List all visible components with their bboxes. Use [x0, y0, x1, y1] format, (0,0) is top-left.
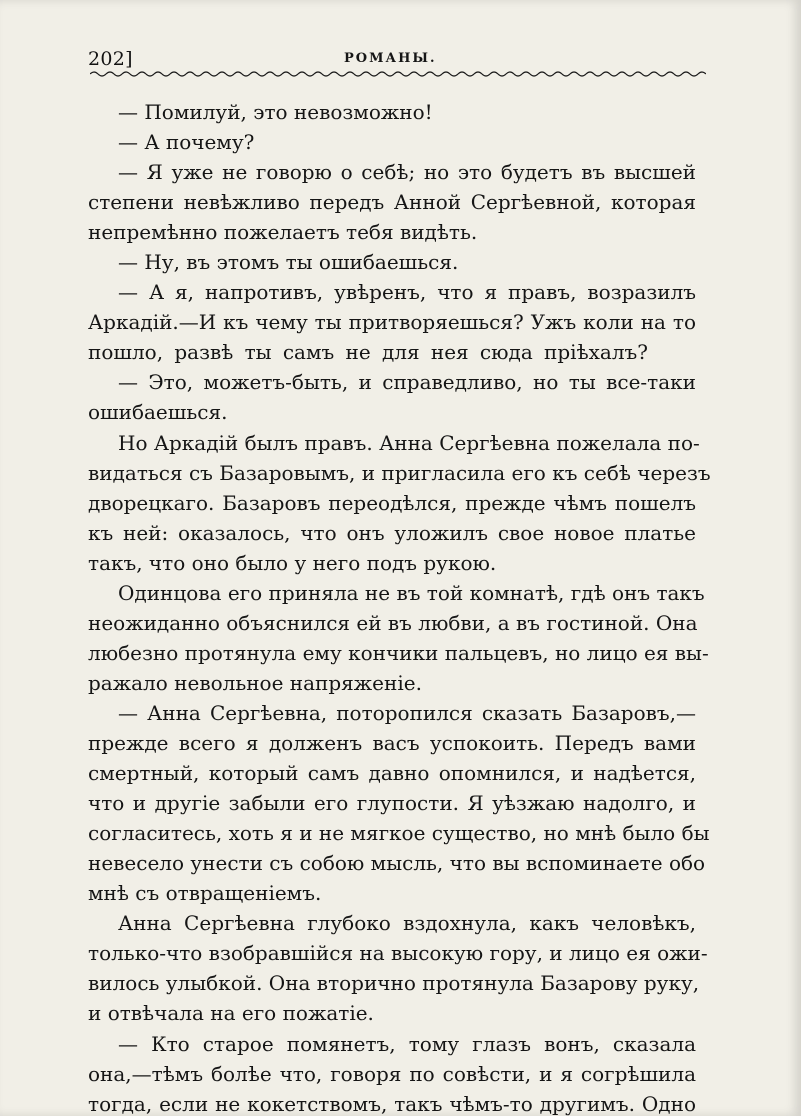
- text-line: Аркадій.—И къ чему ты притворяешься? Ужъ коли на то: [88, 310, 696, 334]
- text-line: — Я уже не говорю о себѣ; но это будетъ въ высшей: [118, 160, 696, 184]
- text-line: тогда, если не кокетствомъ, такъ чѣмъ-то другимъ. Одно: [88, 1092, 696, 1116]
- page-number: 202]: [88, 48, 133, 70]
- text-line: такъ, что оно было у него подъ рукою.: [88, 551, 497, 575]
- text-line: степени невѣжливо передъ Анной Сергѣевной, которая: [88, 190, 696, 214]
- text-line: Анна Сергѣевна глубоко вздохнула, какъ человѣкъ,: [118, 911, 696, 935]
- text-line: она,—тѣмъ болѣе что, говоря по совѣсти, и я согрѣшила: [88, 1062, 696, 1086]
- text-line: дворецкаго. Базаровъ переодѣлся, прежде чѣмъ пошелъ: [88, 491, 696, 515]
- text-line: Но Аркадій былъ правъ. Анна Сергѣевна пожелала по-: [118, 431, 700, 455]
- text-line: непремѣнно пожелаетъ тебя видѣть.: [88, 220, 478, 244]
- text-line: — А почему?: [118, 130, 255, 154]
- text-line: Одинцова его приняла не въ той комнатѣ, гдѣ онъ такъ: [118, 581, 705, 605]
- text-line: — Ну, въ этомъ ты ошибаешься.: [118, 250, 459, 274]
- text-line: вилось улыбкой. Она вторично протянула Базарову руку,: [88, 971, 700, 995]
- text-line: къ ней: оказалось, что онъ уложилъ свое новое платье: [88, 521, 696, 545]
- text-line: видаться съ Базаровымъ, и пригласила его къ себѣ черезъ: [88, 461, 711, 485]
- text-line: пошло, развѣ ты самъ не для нея сюда пріѣхалъ?: [88, 340, 648, 364]
- running-title: РОМАНЫ.: [344, 51, 437, 66]
- text-line: любезно протянула ему кончики пальцевъ, но лицо ея вы-: [88, 641, 709, 665]
- text-line: — Анна Сергѣевна, поторопился сказать Базаровъ,—: [118, 701, 696, 725]
- text-line: и отвѣчала на его пожатіе.: [88, 1001, 374, 1025]
- text-line: — Кто старое помянетъ, тому глазъ вонъ, сказала: [118, 1032, 696, 1056]
- text-line: что и другіе забыли его глупости. Я уѣзжаю надолго, и: [88, 791, 696, 815]
- text-line: только-что взобравшійся на высокую гору, и лицо ея ожи-: [88, 941, 708, 965]
- text-line: мнѣ съ отвращеніемъ.: [88, 881, 322, 905]
- text-line: неожиданно объяснился ей въ любви, а въ гостиной. Она: [88, 611, 698, 635]
- text-line: — Это, можетъ-быть, и справедливо, но ты все-таки: [118, 370, 696, 394]
- text-line: ражало невольное напряженіе.: [88, 671, 422, 695]
- text-line: ошибаешься.: [88, 400, 228, 424]
- text-line: прежде всего я долженъ васъ успокоить. Передъ вами: [88, 731, 696, 755]
- text-line: смертный, который самъ давно опомнился, и надѣется,: [88, 761, 696, 785]
- text-line: невесело унести съ собою мысль, что вы вспоминаете обо: [88, 851, 706, 875]
- text-line: — А я, напротивъ, увѣренъ, что я правъ, возразилъ: [118, 280, 696, 304]
- text-line: — Помилуй, это невозможно!: [118, 100, 433, 124]
- text-line: согласитесь, хоть я и не мягкое существо, но мнѣ было бы: [88, 821, 710, 845]
